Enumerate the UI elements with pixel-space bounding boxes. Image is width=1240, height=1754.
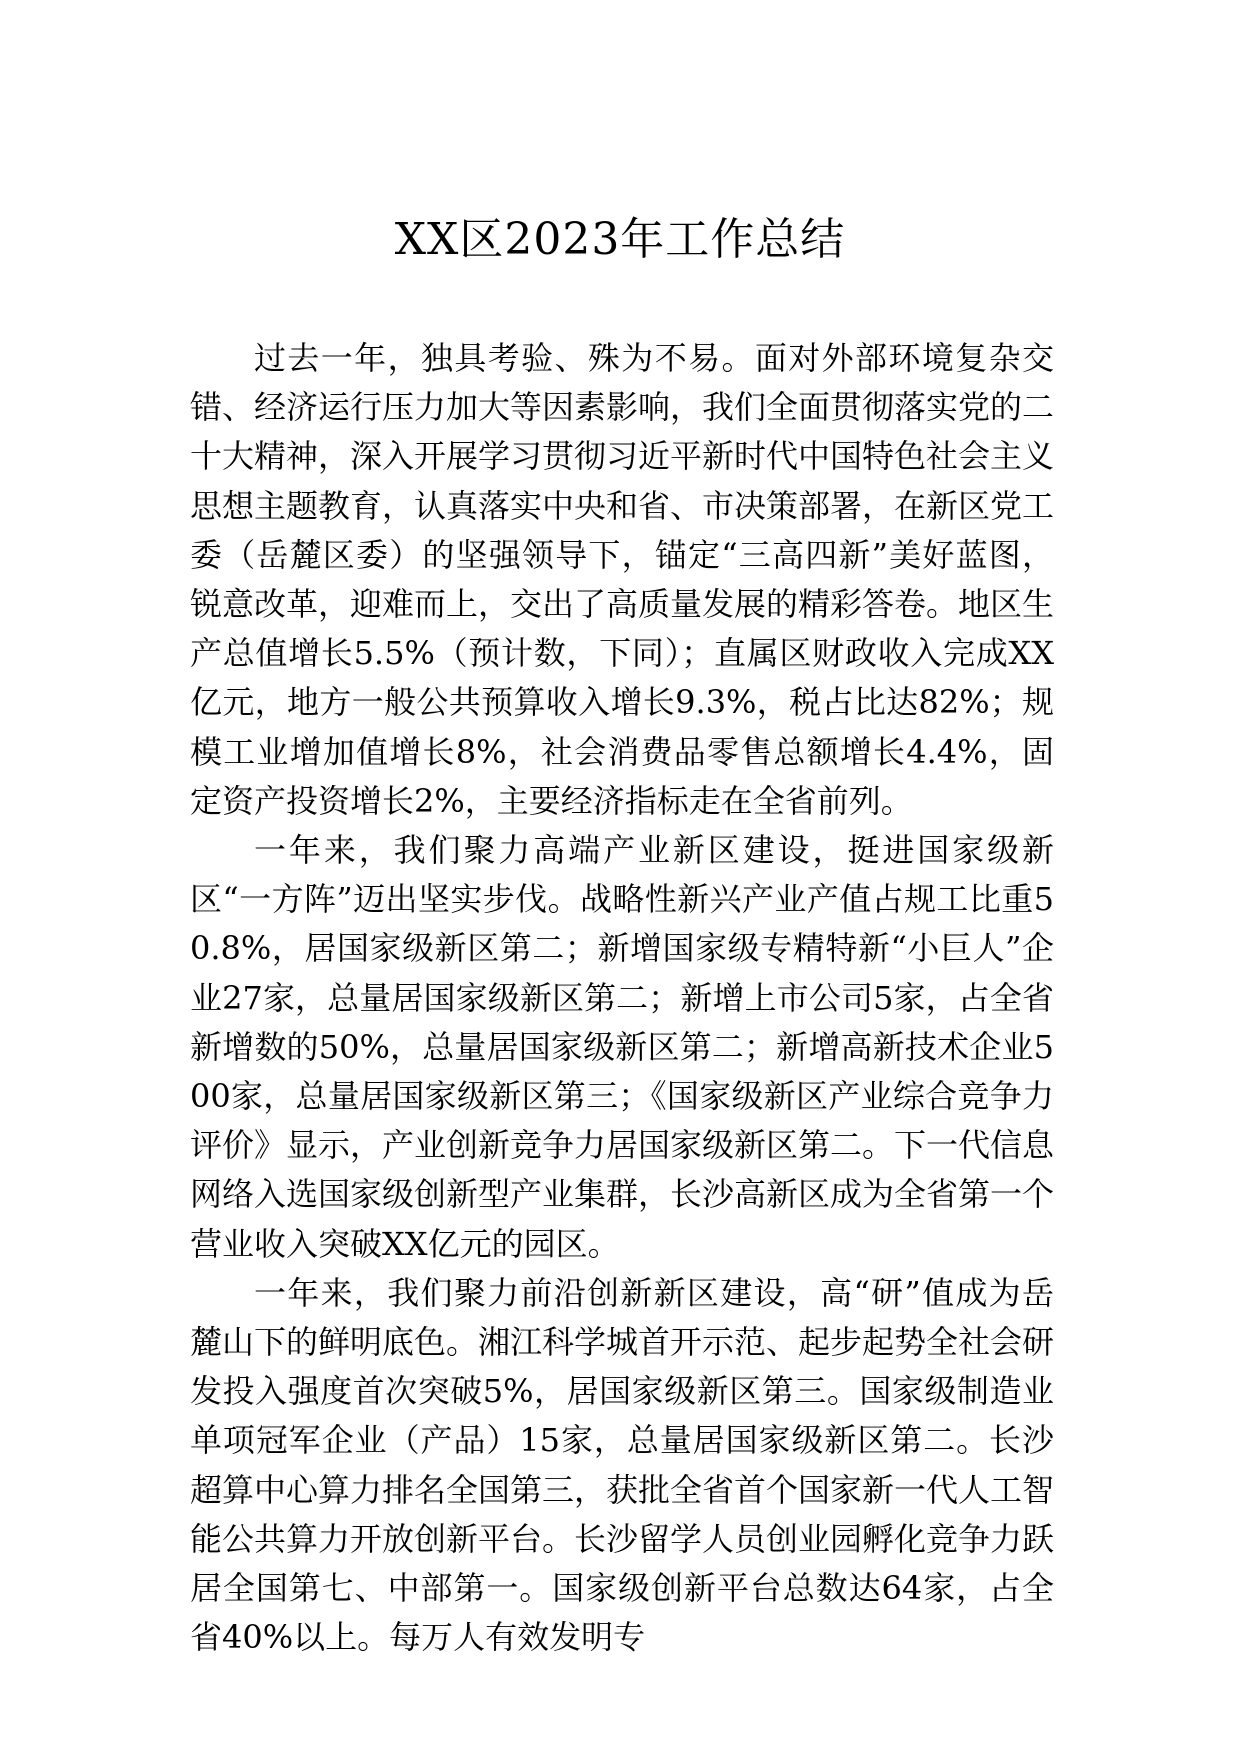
paragraph-innovation: 一年来，我们聚力前沿创新新区建设，高“研”值成为岳麓山下的鲜明底色。湘江科学城首开示范、起步起势全社会研发投入强度首次突破5%，居国家级新区第三。国家级制造业单项冠军企业（产品）15家，总量居国家级新区第二。长沙超算中心算力排名全国第三，获批全省首个国家新一代人工智能公共算力开放创新平台。长沙留学人员创业园孵化竞争力跃居全国第七、中部第一。国家级创新平台总数达64家，占全省40%以上。每万人有效发明专 [190, 1273, 1055, 1657]
paragraph-overview: 过去一年，独具考验、殊为不易。面对外部环境复杂交错、经济运行压力加大等因素影响，我们全面贯彻落实党的二十大精神，深入开展学习贯彻习近平新时代中国特色社会主义思想主题教育，认真落实中央和省、市决策部署，在新区党工委（岳麓区委）的坚强领导下，锚定“三高四新”美好蓝图，锐意改革，迎难而上，交出了高质量发展的精彩答卷。地区生产总值增长5.5%（预计数，下同）；直属区财政收入完成XX亿元，地方一般公共预算收入增长9.3%，税占比达82%；规模工业增加值增长8%，社会消费品零售总额增长4.4%，固定资产投资增长2%，主要经济指标走在全省前列。 [190, 339, 1055, 820]
paragraph-industry: 一年来，我们聚力高端产业新区建设，挺进国家级新区“一方阵”迈出坚实步伐。战略性新兴产业产值占规工比重50.8%，居国家级新区第二；新增国家级专精特新“小巨人”企业27家，总量居国家级新区第二；新增上市公司5家，占全省新增数的50%，总量居国家级新区第二；新增高新技术企业500家，总量居国家级新区第三；《国家级新区产业综合竞争力评价》显示，产业创新竞争力居国家级新区第二。下一代信息网络入选国家级创新型产业集群，长沙高新区成为全省第一个营业收入突破XX亿元的园区。 [190, 831, 1055, 1263]
page-title: XX区2023年工作总结 [394, 214, 846, 265]
document-body [190, 334, 1054, 1662]
